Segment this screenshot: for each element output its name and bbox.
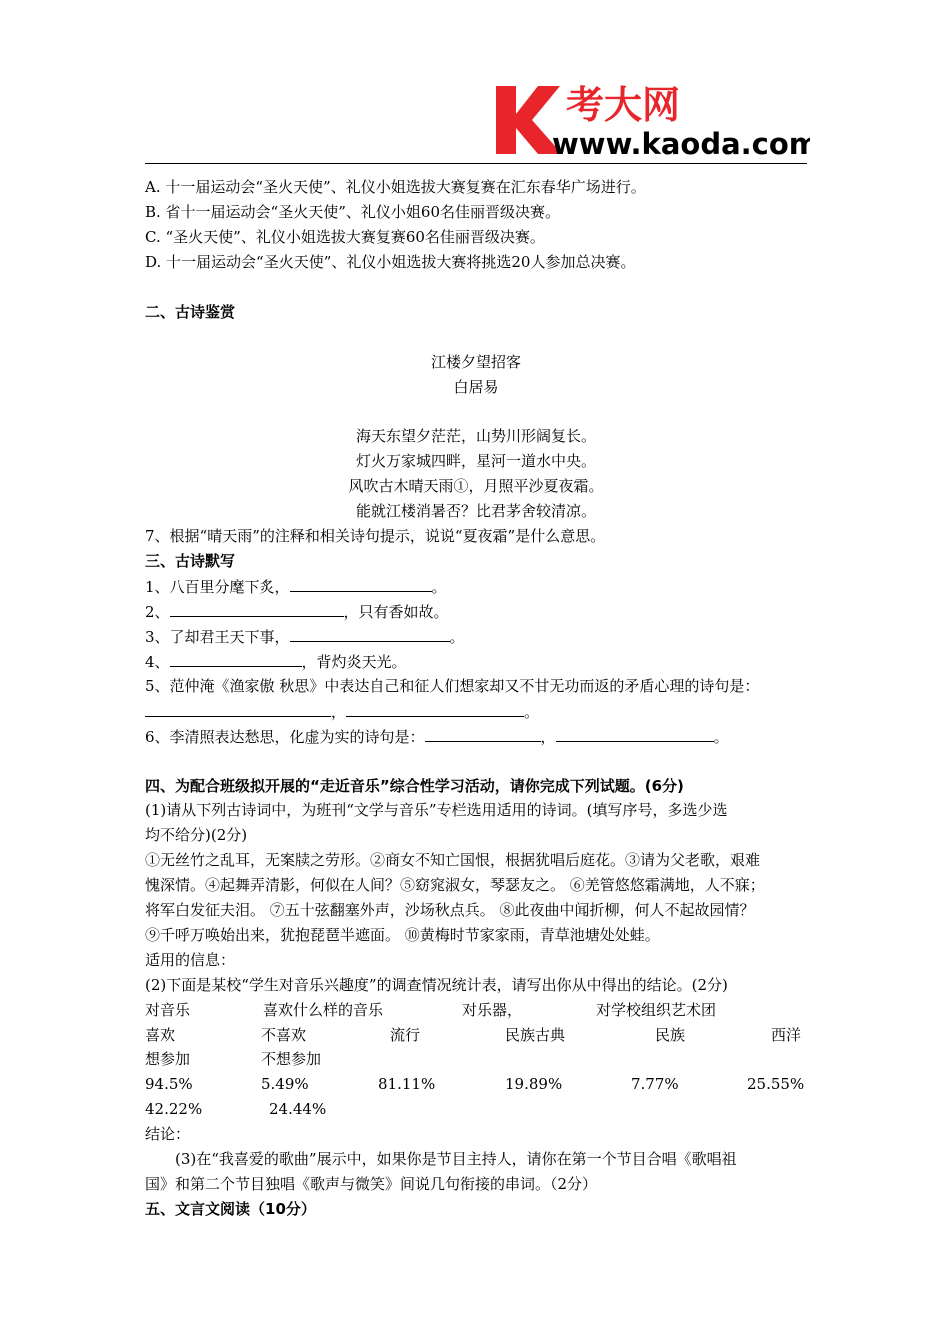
sec4-para-line: 均不给分)(2分) bbox=[145, 826, 248, 844]
recite-q4 bbox=[145, 652, 407, 671]
option-a: A. 十一届运动会“圣火天使”、礼仪小姐选拔大赛复赛在汇东春华广场进行。 bbox=[145, 178, 646, 196]
table-value: 7.77% bbox=[631, 1075, 679, 1093]
sec4-para-line: (1)请从下列古诗词中，为班刊“文学与音乐”专栏选用适用的诗词。(填写序号，多选少选 bbox=[145, 801, 728, 819]
table-header-2: 喜欢 bbox=[145, 1026, 176, 1044]
option-c: C. “圣火天使”、礼仪小姐选拔大赛复赛60名佳丽晋级决赛。 bbox=[145, 228, 545, 246]
logo-chinese: 考大网 bbox=[566, 83, 681, 127]
sec4-para-line: ⑨千呼万唤始出来，犹抱琵琶半遮面。 ⑩黄梅时节家家雨，青草池塘处处蛙。 bbox=[145, 926, 660, 944]
recite-q1 bbox=[145, 577, 447, 596]
recite-q3-text: 3、了却君王天下事， bbox=[145, 628, 290, 646]
poem-line-3: 风吹古木晴天雨①，月照平沙夏夜霜。 bbox=[348, 477, 604, 495]
section-3-title: 三、古诗默写 bbox=[145, 552, 236, 570]
recite-q4-text: 4、 bbox=[145, 653, 170, 671]
poem-title: 江楼夕望招客 bbox=[430, 353, 521, 371]
recite-q6-text: 6、李清照表达愁思，化虚为实的诗句是： bbox=[145, 728, 425, 746]
table-value: 42.22% bbox=[145, 1100, 203, 1118]
sec4-p3-line: 国》和第二个节目独唱《歌声与微笑》间说几句衔接的串词。（2分） bbox=[145, 1175, 598, 1193]
kaoda-logo bbox=[492, 80, 810, 160]
table-value: 24.44% bbox=[269, 1100, 327, 1118]
table-header-3: 不想参加 bbox=[261, 1050, 322, 1068]
poem-line-4: 能就江楼消暑否？比君茅舍较清凉。 bbox=[355, 502, 596, 520]
answer-blank[interactable] bbox=[290, 577, 432, 592]
table-header-1: 对乐器， bbox=[462, 1001, 523, 1019]
recite-q2 bbox=[145, 602, 449, 621]
sec4-para-line: ①无丝竹之乱耳，无案牍之劳形。②商女不知亡国恨，根据犹唱后庭花。③请为父老歌，艰难 bbox=[145, 851, 761, 869]
recite-q6-end: 。 bbox=[713, 728, 729, 746]
section-4-title: 四、为配合班级拟开展的“走近音乐”综合性学习活动，请你完成下列试题。(6分) bbox=[145, 777, 684, 795]
section-2-title: 二、古诗鉴赏 bbox=[145, 303, 236, 321]
table-header-2: 不喜欢 bbox=[261, 1026, 307, 1044]
table-header-1: 对学校组织艺术团 bbox=[596, 1001, 717, 1019]
table-header-1: 喜欢什么样的音乐 bbox=[263, 1001, 384, 1019]
poem-line-1: 海天东望夕茫茫，山势川形阔复长。 bbox=[355, 427, 596, 445]
table-value: 5.49% bbox=[261, 1075, 309, 1093]
option-d: D. 十一届运动会“圣火天使”、礼仪小姐选拔大赛将挑选20人参加总决赛。 bbox=[145, 253, 636, 271]
table-header-2: 西洋 bbox=[771, 1026, 802, 1044]
answer-blank[interactable] bbox=[170, 652, 302, 667]
table-value: 19.89% bbox=[505, 1075, 563, 1093]
recite-q2-text: 2、 bbox=[145, 603, 170, 621]
table-value: 25.55% bbox=[747, 1075, 805, 1093]
recite-q5: 5、范仲淹《渔家傲 秋思》中表达自己和征人们想家却又不甘无功而返的矛盾心理的诗句是： bbox=[145, 677, 760, 695]
answer-blank[interactable] bbox=[145, 702, 331, 717]
table-value: 81.11% bbox=[378, 1075, 436, 1093]
answer-blank[interactable] bbox=[425, 727, 541, 742]
recite-q3-end: 。 bbox=[449, 628, 465, 646]
sec4-para-line: 愧深情。④起舞弄清影，何似在人间？⑤窈窕淑女，琴瑟友之。 ⑥羌管悠悠霜满地，人不寐； bbox=[145, 876, 765, 894]
sec4-para-line: 适用的信息： bbox=[145, 951, 236, 969]
answer-blank[interactable] bbox=[290, 627, 450, 642]
recite-q1-end: 。 bbox=[431, 578, 447, 596]
recite-q5-sep: ， bbox=[331, 703, 347, 721]
recite-q4-end: ，背灼炎天光。 bbox=[301, 653, 407, 671]
table-header-2: 民族古典 bbox=[505, 1026, 566, 1044]
poem-author: 白居易 bbox=[453, 378, 499, 396]
table-value: 94.5% bbox=[145, 1075, 193, 1093]
answer-blank[interactable] bbox=[170, 602, 344, 617]
logo-url: www.kaoda.com bbox=[552, 127, 810, 160]
table-header-1: 对音乐 bbox=[145, 1001, 191, 1019]
section-5-title: 五、文言文阅读（10分） bbox=[145, 1200, 316, 1218]
table-header-3: 想参加 bbox=[145, 1050, 191, 1068]
table-header-2: 民族 bbox=[655, 1026, 686, 1044]
recite-q5-blanks bbox=[145, 702, 539, 721]
recite-q3 bbox=[145, 627, 465, 646]
recite-q6-sep: ， bbox=[540, 728, 556, 746]
k-logo-icon bbox=[492, 80, 810, 160]
conclusion-label: 结论： bbox=[145, 1125, 191, 1143]
table-header-2: 流行 bbox=[390, 1026, 421, 1044]
answer-blank[interactable] bbox=[346, 702, 524, 717]
recite-q1-text: 1、八百里分麾下炙， bbox=[145, 578, 290, 596]
sec4-para-line: (2)下面是某校“学生对音乐兴趣度”的调查情况统计表，请写出你从中得出的结论。(2分) bbox=[145, 976, 728, 994]
recite-q5-end: 。 bbox=[524, 703, 540, 721]
document-page bbox=[145, 0, 810, 1344]
recite-q2-end: ，只有香如故。 bbox=[343, 603, 449, 621]
question-7: 7、根据“晴天雨”的注释和相关诗句提示，说说“夏夜霜”是什么意思。 bbox=[145, 527, 606, 545]
poem-line-2: 灯火万家城四畔，星河一道水中央。 bbox=[355, 452, 596, 470]
answer-blank[interactable] bbox=[556, 727, 714, 742]
option-b: B. 省十一届运动会“圣火天使”、礼仪小姐60名佳丽晋级决赛。 bbox=[145, 203, 560, 221]
sec4-p3-line: (3)在“我喜爱的歌曲”展示中，如果你是节目主持人，请你在第一个节目合唱《歌唱祖 bbox=[175, 1150, 737, 1168]
recite-q6 bbox=[145, 727, 729, 746]
header-rule bbox=[145, 163, 807, 164]
sec4-para-line: 将军白发征夫泪。 ⑦五十弦翻塞外声，沙场秋点兵。 ⑧此夜曲中闻折柳，何人不起故园情？ bbox=[145, 901, 755, 919]
